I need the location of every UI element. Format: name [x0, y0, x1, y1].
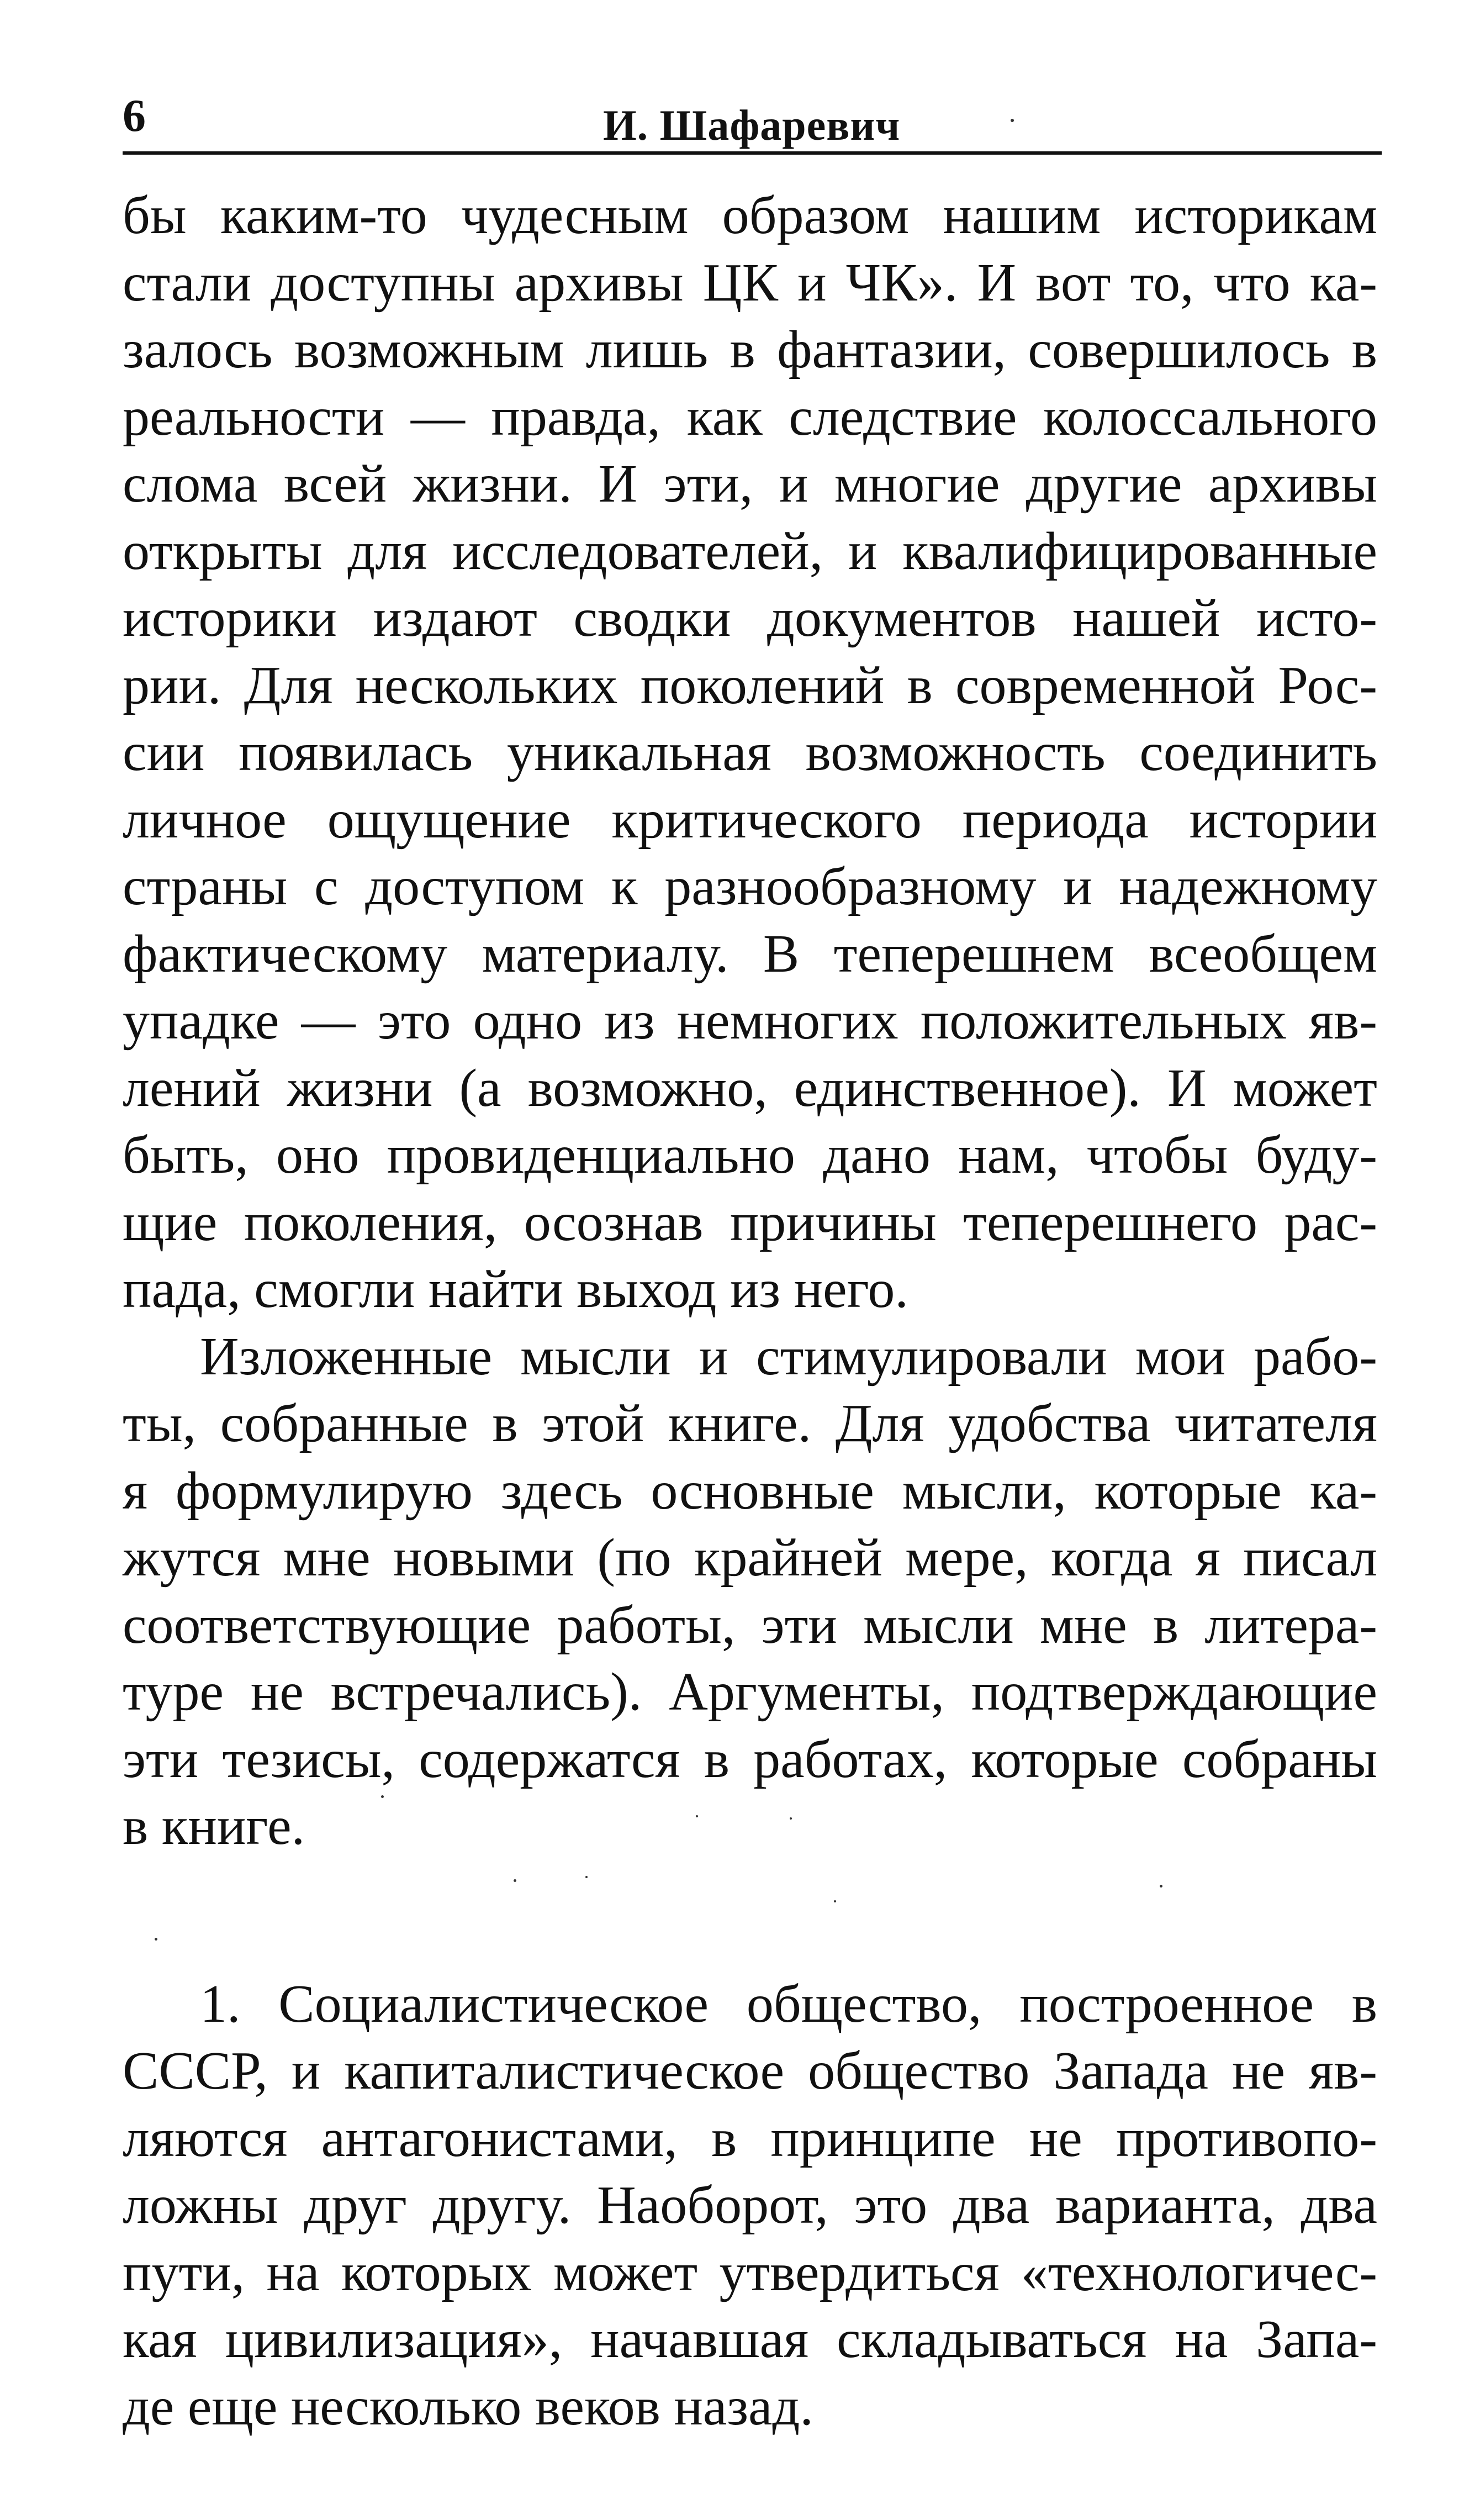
text-line: упадке — это одно из немногих положительных яв- [123, 991, 1377, 1051]
text-line: пути, на которых может утвердиться «технологичес- [123, 2242, 1377, 2302]
text-line: пада, смогли найти выход из него. [123, 1259, 908, 1319]
text-line: слома всей жизни. И эти, и многие другие архивы [123, 454, 1377, 514]
scan-speck [155, 1938, 157, 1941]
page-number: 6 [123, 90, 146, 141]
paragraph-1 [123, 182, 1377, 1324]
scan-speck [1011, 119, 1014, 122]
text-line: рии. Для нескольких поколений в современной Рос- [123, 655, 1377, 715]
text-line: залось возможным лишь в фантазии, совершилось в [123, 320, 1377, 379]
text-line: жутся мне новыми (по крайней мере, когда я писал [123, 1528, 1377, 1588]
text-line: ты, собранные в этой книге. Для удобства читателя [123, 1394, 1377, 1453]
text-line: сии появилась уникальная возможность соединить [123, 723, 1377, 782]
body-text [123, 182, 1377, 2440]
text-line: страны с доступом к разнообразному и надежному [123, 857, 1377, 916]
text-line: ляются антагонистами, в принципе не противопо- [123, 2108, 1377, 2168]
scan-speck [834, 1900, 836, 1902]
text-line: я формулирую здесь основные мысли, которые ка- [123, 1461, 1377, 1521]
text-line: де еще несколько веков назад. [123, 2376, 813, 2437]
text-line: реальности — правда, как следствие колоссального [123, 387, 1377, 447]
text-line: ложны друг другу. Наоборот, это два варианта, два [123, 2175, 1377, 2235]
text-line: туре не встречались). Аргументы, подтверждающие [123, 1662, 1377, 1722]
header-rule [123, 151, 1382, 155]
text-line: фактическому материалу. В теперешнем всеобщем [123, 924, 1377, 984]
scan-speck [514, 1879, 516, 1882]
text-line: щие поколения, осознав причины теперешнего рас- [123, 1192, 1377, 1252]
paragraph-3 [123, 1971, 1377, 2441]
scan-speck [790, 1817, 792, 1820]
section-gap [123, 1860, 1377, 1971]
text-line: в книге. [123, 1796, 305, 1856]
text-line: 1. Социалистическое общество, построенное в [200, 1974, 1377, 2034]
text-line: кая цивилизация», начавшая складываться на Запа- [123, 2310, 1377, 2369]
scan-speck [585, 1876, 588, 1878]
text-line: историки издают сводки документов нашей исто- [123, 588, 1377, 648]
text-line: бы каким-то чудесным образом нашим историкам [123, 186, 1377, 245]
text-line: эти тезисы, содержатся в работах, которые собраны [123, 1729, 1377, 1789]
scan-speck [1160, 1885, 1162, 1888]
text-line: стали доступны архивы ЦК и ЧК». И вот то, что ка- [123, 252, 1377, 313]
scan-speck [381, 1795, 384, 1798]
text-line: быть, оно провиденциально дано нам, чтобы буду- [123, 1125, 1377, 1185]
running-head-author: И. Шафаревич [603, 101, 901, 149]
paragraph-2 [123, 1324, 1377, 1860]
text-line: соответствующие работы, эти мысли мне в литера- [123, 1595, 1377, 1655]
text-line: лений жизни (а возможно, единственное). И может [123, 1058, 1377, 1118]
text-line: СССР, и капиталистическое общество Запада не яв- [123, 2041, 1377, 2101]
text-line: открыты для исследователей, и квалифицированные [123, 521, 1377, 581]
scan-speck [696, 1815, 698, 1817]
text-line: Изложенные мысли и стимулировали мои рабо- [200, 1326, 1377, 1386]
running-head [123, 83, 1382, 160]
text-line: личное ощущение критического периода истории [123, 789, 1377, 850]
